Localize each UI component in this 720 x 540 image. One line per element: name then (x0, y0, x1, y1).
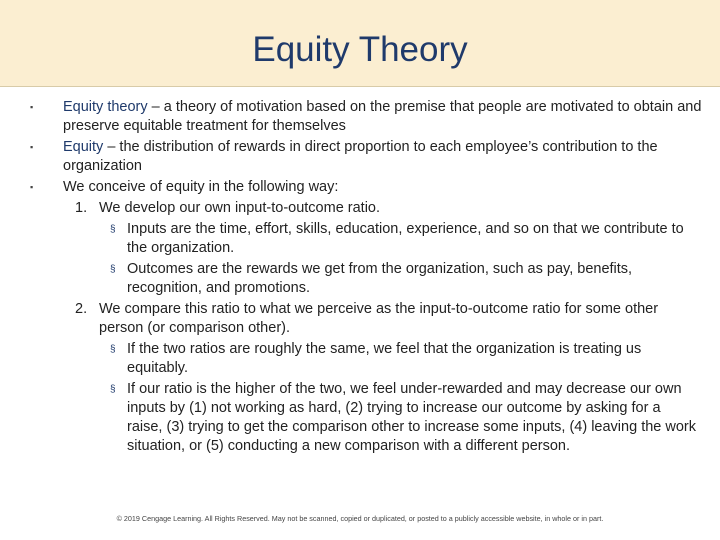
sub-bullet-item (0, 380, 699, 456)
sub-bullet-text: If our ratio is the higher of the two, we feel under-rewarded and may decrease our own inputs by (1) not working as hard, (2) trying to increase our outcome by asking for a raise, (3) trying to get the comparison other to increase some inputs, (4) leaving the work situation, or (5) conducting a new comparison with a different person. (127, 381, 696, 454)
bullet-text: We conceive of equity in the following way: (63, 179, 339, 195)
numbered-step (0, 199, 699, 218)
bullet-item (0, 178, 703, 197)
step-text: We develop our own input-to-outcome ratio. (99, 200, 381, 216)
step-text: We compare this ratio to what we perceive as the input-to-outcome ratio for some other person (or comparison other). (99, 301, 659, 336)
step-number: 1. (75, 200, 88, 216)
sub-bullet-marker: § (110, 224, 116, 235)
bullet-item (0, 138, 703, 176)
bullet-marker: ▪ (30, 102, 34, 112)
slide-body (0, 98, 720, 458)
sub-bullet-marker: § (110, 264, 116, 275)
numbered-step (0, 300, 699, 338)
bullet-text: – the distribution of rewards in direct proportion to each employee’s contribution to the organization (63, 139, 658, 174)
bullet-term: Equity theory (63, 99, 148, 115)
sub-bullet-item (0, 260, 699, 298)
bullet-item (0, 98, 703, 136)
sub-bullet-item (0, 340, 699, 378)
bullet-marker: ▪ (30, 142, 34, 152)
sub-bullet-text: Outcomes are the rewards we get from the organization, such as pay, benefits, recognition, and promotions. (127, 261, 633, 296)
step-number: 2. (75, 301, 88, 317)
sub-bullet-marker: § (110, 344, 116, 355)
sub-bullet-text: If the two ratios are roughly the same, we feel that the organization is treating us equitably. (127, 341, 642, 376)
bullet-marker: ▪ (30, 182, 34, 192)
sub-bullet-item (0, 220, 699, 258)
bullet-term: Equity (63, 139, 104, 155)
copyright-footer: © 2019 Cengage Learning. All Rights Reserved. May not be scanned, copied or duplicated, or posted to a publicly accessible website, in whole or in part. (116, 514, 604, 523)
title-divider (0, 86, 720, 87)
sub-bullet-text: Inputs are the time, effort, skills, education, experience, and so on that we contribute to the organization. (127, 221, 684, 256)
sub-bullet-marker: § (110, 384, 116, 395)
slide-title: Equity Theory (252, 30, 468, 69)
bullet-text: – a theory of motivation based on the premise that people are motivated to obtain and preserve equitable treatment for themselves (63, 99, 702, 134)
